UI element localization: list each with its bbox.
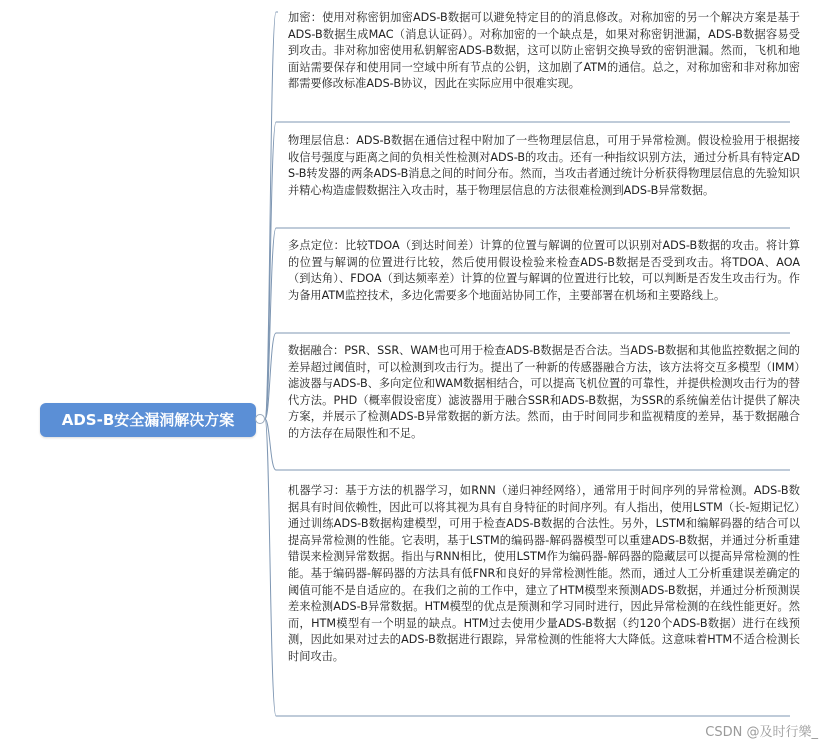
watermark: CSDN @及时行樂_: [705, 725, 818, 740]
branch-data-fusion[interactable]: 数据融合：PSR、SSR、WAM也可用于检查ADS-B数据是否合法。当ADS-B数据和其他监控数据之间的差异超过阈值时，可以检测到攻击行为。提出了一种新的传感器融合方法，该方法将交互多模型（IMM）滤波器与ADS-B、多向定位和WAM数据相结合，可以提高飞机位置的可靠性，并提供检测攻击行为的替代方法。PHD（概率假设密度）滤波器用于融合SSR和ADS-B数据，为SSR的系统偏差估计提供了解决方案，并展示了检测ADS-B异常数据的新方法。然而，由于时间同步和监视精度的差异，基于数据融合的方法存在局限性和不足。: [288, 344, 800, 440]
branch-machine-learning[interactable]: 机器学习：基于方法的机器学习，如RNN（递归神经网络），通常用于时间序列的异常检测。ADS-B数据具有时间依赖性，因此可以将其视为具有自身特征的时间序列。有人指出，使用LSTM（长-短期记忆）通过训练ADS-B数据构建模型，可用于检查ADS-B数据的合法性。另外，LSTM和编解码器的结合可以提高异常检测的性能。它表明，基于LSTM的编码器-解码器模型可以重建ADS-B数据，并通过分析重建错误来检测异常数据。指出与RNN相比，使用LSTM作为编码器-解码器的隐藏层可以提高异常检测的性能。基于编码器-解码器的方法具有低FNR和良好的异常检测性能。然而，通过人工分析重建误差确定的阈值可能不是自适应的。在我们之前的工作中，建立了HTM模型来预测ADS-B数据，并通过分析预测误差来检测ADS-B异常数据。HTM模型的优点是预测和学习同时进行，因此异常检测的在线性能更好。然而，HTM模型有一个明显的缺点。HTM过去使用少量ADS-B数据（约120个ADS-B数据）进行在线预测，因此如果对过去的ADS-B数据进行跟踪，异常检测的性能将大大降低。这意味着HTM不适合检测长时间攻击。: [288, 484, 800, 663]
branch-encryption[interactable]: 加密：使用对称密钥加密ADS-B数据可以避免特定目的的消息修改。对称加密的另一个解决方案是基于ADS-B数据生成MAC（消息认证码）。对称加密的一个缺点是，如果对称密钥泄漏，ADS-B数据容易受到攻击。非对称加密使用私钥解密ADS-B数据，这可以防止密钥交换导致的密钥泄漏。然而，飞机和地面站需要保存和使用同一空域中所有节点的公钥，这加剧了ATM的通信。总之，对称加密和非对称加密都需要修改标准ADS-B协议，因此在实际应用中很难实现。: [288, 11, 800, 91]
root-node[interactable]: ADS-B安全漏洞解决方案: [40, 403, 256, 437]
branch-physical-layer[interactable]: 物理层信息：ADS-B数据在通信过程中附加了一些物理层信息，可用于异常检测。假设检验用于根据接收信号强度与距离之间的负相关性检测对ADS-B的攻击。还有一种指纹识别方法，通过分析具有特定ADS-B转发器的两条ADS-B消息之间的时间分布。然而，当攻击者通过统计分析获得物理层信息的先验知识并精心构造虚假数据注入攻击时，基于物理层信息的方法很难检测到ADS-B异常数据。: [288, 134, 800, 197]
collapse-handle-icon[interactable]: [255, 414, 265, 424]
branch-multilateration[interactable]: 多点定位：比较TDOA（到达时间差）计算的位置与解调的位置可以识别对ADS-B数据的攻击。将计算的位置与解调的位置进行比较，然后使用假设检验来检查ADS-B数据是否受到攻击。将TDOA、AOA（到达角）、FDOA（到达频率差）计算的位置与解调的位置进行比较，可以判断是否发生攻击行为。作为备用ATM监控技术，多边化需要多个地面站协同工作，主要部署在机场和主要路线上。: [288, 239, 800, 302]
